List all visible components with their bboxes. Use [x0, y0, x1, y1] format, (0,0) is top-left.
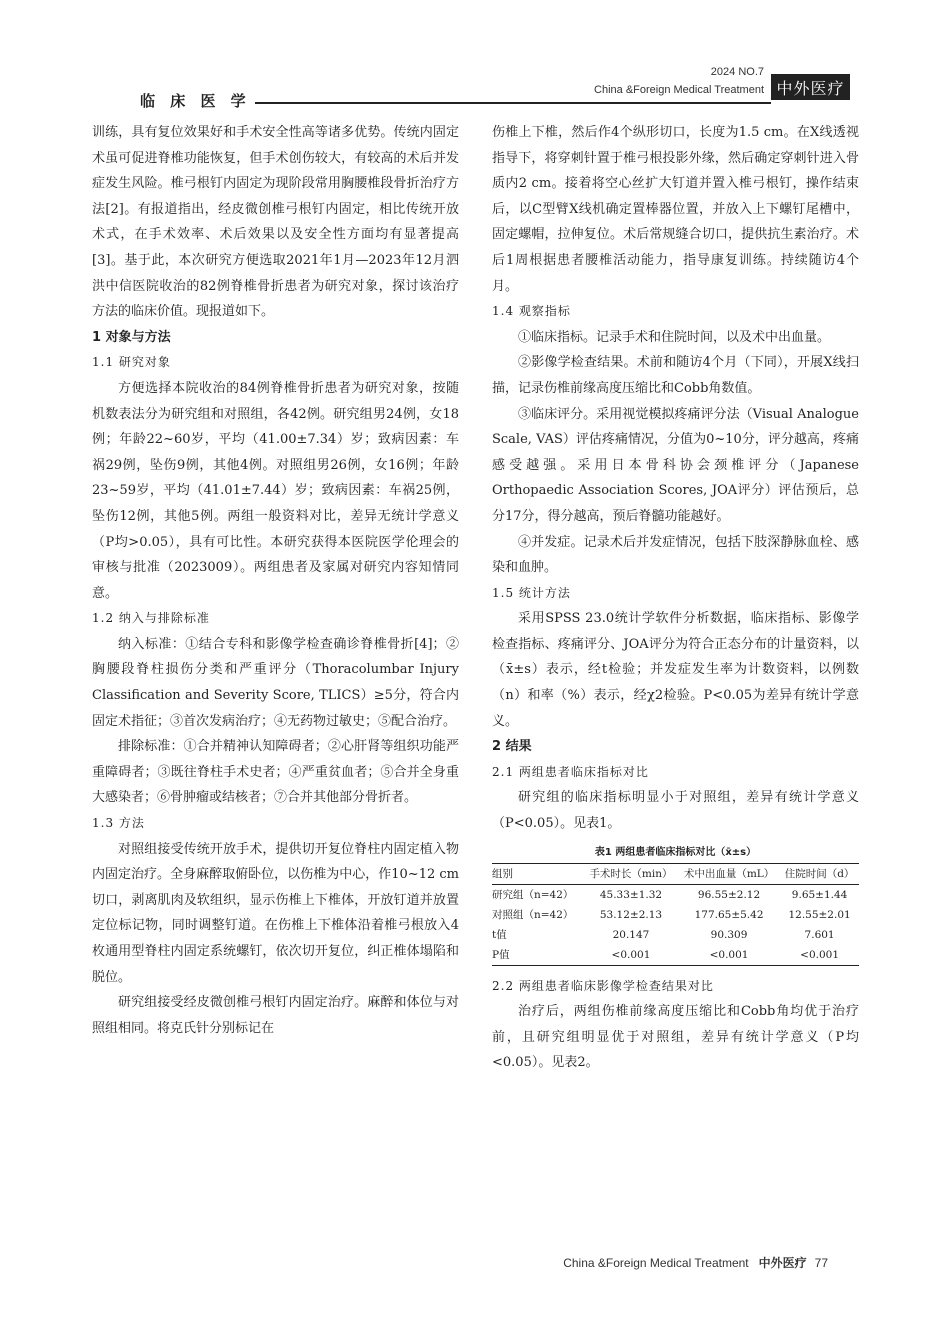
paragraph: 研究组的临床指标明显小于对照组，差异有统计学意义（P<0.05）。见表1。 [492, 790, 859, 832]
table-cell: 177.65±5.42 [694, 908, 764, 921]
table-cell: 12.55±2.01 [788, 908, 851, 921]
heading-indicators: 1.4 观察指标 [492, 304, 571, 319]
paragraph: ④并发症。记录术后并发症情况，包括下肢深静脉血栓、感染和血肿。 [492, 534, 859, 576]
table-row [492, 884, 859, 905]
heading-statistics: 1.5 统计方法 [492, 585, 571, 600]
heading-results: 2 结果 [492, 739, 532, 755]
table-cell: 研究组（n=42） [492, 888, 574, 901]
table-header-row [492, 863, 859, 884]
paragraph: 伤椎上下椎，然后作4个纵形切口，长度为1.5 cm。在X线透视指导下，将穿刺针置于椎弓根投影外缘，然后确定穿刺针进入骨质内2 cm。接着将空心丝扩大钉道并置入椎弓根钉，操作结束后，以C型臂X线机确定置棒器位置，并放入上下螺钉尾槽中，固定螺帽，拉伸复位。术后常规缝合切口，提供抗生素治疗。术后1周根据患者腰椎活动能力，指导康复训练。持续随访4个月。 [492, 125, 859, 294]
table-cell: 对照组（n=42） [492, 908, 574, 921]
left-column [92, 120, 459, 1041]
issue-label: 2024 NO.7 [710, 66, 764, 78]
paragraph: 训练，具有复位效果好和手术安全性高等诸多优势。传统内固定术虽可促进脊椎功能恢复，但手术创伤较大，有较高的术后并发症发生风险。椎弓根钉内固定为现阶段常用胸腰椎段骨折治疗方法[2]。有报道指出，经皮微创椎弓根钉内固定，相比传统开放术式，在手术效率、术后效果以及安全性方面均有显著提高[3]。基于此，本次研究方便选取2021年1月—2023年12月泗洪中信医院收治的82例脊椎骨折患者为研究对象，探讨该治疗方法的临床价值。现报道如下。 [92, 125, 459, 320]
paragraph: 采用SPSS 23.0统计学软件分析数据，临床指标、影像学检查指标、疼痛评分、JOA评分为符合正态分布的计量资料，以（x̄±s）表示，经t检验；并发症发生率为计数资料，以例数（n）和率（%）表示，经χ2检验。P<0.05为差异有统计学意义。 [492, 611, 859, 729]
paragraph: 治疗后，两组伤椎前缘高度压缩比和Cobb角均优于治疗前，且研究组明显优于对照组，差异有统计学意义（P均<0.05）。见表2。 [492, 1004, 859, 1071]
heading-clinical: 2.1 两组患者临床指标对比 [492, 764, 649, 779]
table-header: 术中出血量（mL） [683, 867, 775, 880]
paragraph: ③临床评分。采用视觉模拟疼痛评分法（Visual Analogue Scale, VAS）评估疼痛情况，分值为0~10分，评分越高，疼痛感受越强。采用日本骨科协会颈椎评分（Japanese Orthopaedic Association Scores, JOA评分）评估预后，总分17分，得分越高，预后脊髓功能越好。 [492, 406, 859, 524]
table-row [492, 945, 859, 966]
table-cell: P值 [492, 948, 510, 961]
table-row [492, 905, 859, 925]
heading-imaging: 2.2 两组患者临床影像学检查结果对比 [492, 978, 714, 993]
data-table [492, 863, 859, 966]
header-rule [255, 102, 771, 104]
table-header: 住院时间（d） [784, 867, 855, 880]
table-cell: <0.001 [709, 948, 749, 961]
table-cell: t值 [492, 928, 507, 941]
table-1 [492, 843, 859, 966]
right-column [492, 120, 859, 1076]
paragraph: 纳入标准：①结合专科和影像学检查确诊脊椎骨折[4]；②胸腰段脊柱损伤分类和严重评分（Thoracolumbar Injury Classification and Severity Score, TLICS）≥5分，符合内固定术指征；③首次发病治疗；④无药物过敏史；⑤配合治疗。 [92, 636, 459, 729]
table-cell: 9.65±1.44 [791, 888, 848, 901]
table-cell: 96.55±2.12 [697, 888, 761, 901]
table-title: 表1 两组患者临床指标对比（x̄±s） [594, 846, 757, 858]
table-cell: 90.309 [710, 928, 748, 941]
footer-journal-cn: 中外医疗 [758, 1256, 807, 1270]
paragraph: 方便选择本院收治的84例脊椎骨折患者为研究对象，按随机数表法分为研究组和对照组，各42例。研究组男24例，女18例；年龄22~60岁，平均（41.00±7.34）岁；致病因素：车祸29例，坠伤9例，其他4例。对照组男26例，女16例；年龄23~59岁，平均（41.01±7.44）岁；致病因素：车祸25例，坠伤12例，其他5例。两组一般资料对比，差异无统计学意义（P均>0.05），具有可比性。本研究获得本医院医学伦理会的审核与批准（2023009）。两组患者及家属对研究内容知情同意。 [92, 380, 459, 601]
paragraph: ①临床指标。记录手术和住院时间，以及术中出血量。 [518, 329, 831, 345]
table-cell: <0.001 [611, 948, 651, 961]
journal-name-en: China &Foreign Medical Treatment [594, 84, 764, 96]
heading-method: 1.3 方法 [92, 816, 145, 831]
table-cell: 20.147 [612, 928, 650, 941]
page-footer [563, 1254, 828, 1271]
heading-criteria: 1.2 纳入与排除标准 [92, 611, 210, 626]
heading-subjects: 1.1 研究对象 [92, 355, 171, 370]
footer-journal-en: China &Foreign Medical Treatment [563, 1256, 749, 1270]
table-cell: 53.12±2.13 [599, 908, 663, 921]
table-header: 手术时长（min） [589, 867, 673, 880]
table-header: 组别 [492, 867, 513, 880]
table-cell: <0.001 [800, 948, 839, 961]
section-title: 临 床 医 学 [140, 92, 251, 110]
heading-methods: 1 对象与方法 [92, 329, 171, 345]
paragraph: 研究组接受经皮微创椎弓根钉内固定治疗。麻醉和体位与对照组相同。将克氏针分别标记在 [92, 995, 459, 1036]
paragraph: ②影像学检查结果。术前和随访4个月（下同），开展X线扫描，记录伤椎前缘高度压缩比和Cobb角数值。 [492, 355, 859, 396]
page-number: 77 [814, 1256, 828, 1270]
paragraph: 排除标准：①合并精神认知障碍者；②心肝肾等组织功能严重障碍者；③既往脊柱手术史者；④严重贫血者；⑤合并全身重大感染者；⑥骨肿瘤或结核者；⑦合并其他部分骨折者。 [92, 739, 459, 806]
paragraph: 对照组接受传统开放手术，提供切开复位脊柱内固定植入物内固定治疗。全身麻醉取俯卧位，以伤椎为中心，作10~12 cm切口，剥离肌肉及软组织，显示伤椎上下椎体，开放钉道并放置定位标记物，同时调整钉道。在伤椎上下椎体沿着椎弓根放入4枚通用型脊柱内固定系统螺钉，依次切开复位，纠正椎体塌陷和脱位。 [92, 841, 459, 985]
table-cell: 45.33±1.32 [599, 888, 663, 901]
table-cell: 7.601 [804, 928, 835, 941]
table-row [492, 925, 859, 945]
journal-logo: 中外医疗 [771, 74, 850, 100]
